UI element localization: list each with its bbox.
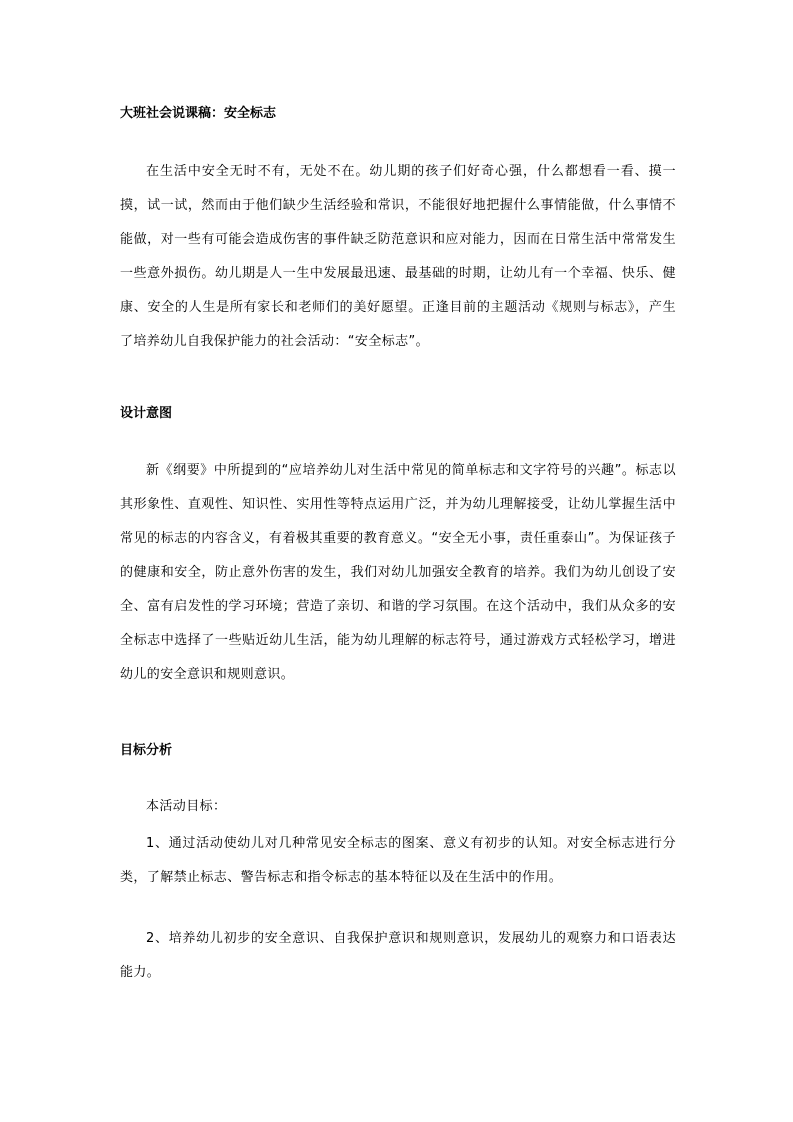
section-heading-goal-analysis: 目标分析 bbox=[120, 743, 173, 758]
intro-paragraph: 在生活中安全无时不有，无处不在。幼儿期的孩子们好奇心强，什么都想看一看、摸一摸，试一试，然而由于他们缺少生活经验和常识，不能很好地把握什么事情能做，什么事情不能做，对一些有可能会造成伤害的事件缺乏防范意识和应对能力，因而在日常生活中常常发生一些意外损伤。幼儿期是人一生中发展最迅速、最基础的时期，让幼儿有一个幸福、快乐、健康、安全的人生是所有家长和老师们的美好愿望。正逢目前的主题活动《规则与标志》，产生了培养幼儿自我保护能力的社会活动：“安全标志”。 bbox=[120, 164, 676, 349]
section-heading-design-intent: 设计意图 bbox=[120, 406, 173, 421]
goals-lead-text: 本活动目标： bbox=[146, 799, 227, 814]
document-title: 大班社会说课稿：安全标志 bbox=[120, 106, 277, 121]
design-intent-paragraph: 新《纲要》中所提到的“应培养幼儿对生活中常见的简单标志和文字符号的兴趣”。标志以其形象性、直观性、知识性、实用性等特点运用广泛，并为幼儿理解接受，让幼儿掌握生活中常见的标志的内容含义，有着极其重要的教育意义。“安全无小事，责任重泰山”。为保证孩子的健康和安全，防止意外伤害的发生，我们对幼儿加强安全教育的培养。我们为幼儿创设了安全、富有启发性的学习环境；营造了亲切、和谐的学习氛围。在这个活动中，我们从众多的安全标志中选择了一些贴近幼儿生活，能为幼儿理解的标志符号，通过游戏方式轻松学习，增进幼儿的安全意识和规则意识。 bbox=[120, 463, 676, 682]
goal-item-2: 2、培养幼儿初步的安全意识、自我保护意识和规则意识，发展幼儿的观察力和口语表达能力。 bbox=[120, 931, 676, 980]
goal-item-1: 1、通过活动使幼儿对几种常见安全标志的图案、意义有初步的认知。对安全标志进行分类，了解禁止标志、警告标志和指令标志的基本特征以及在生活中的作用。 bbox=[120, 836, 676, 885]
